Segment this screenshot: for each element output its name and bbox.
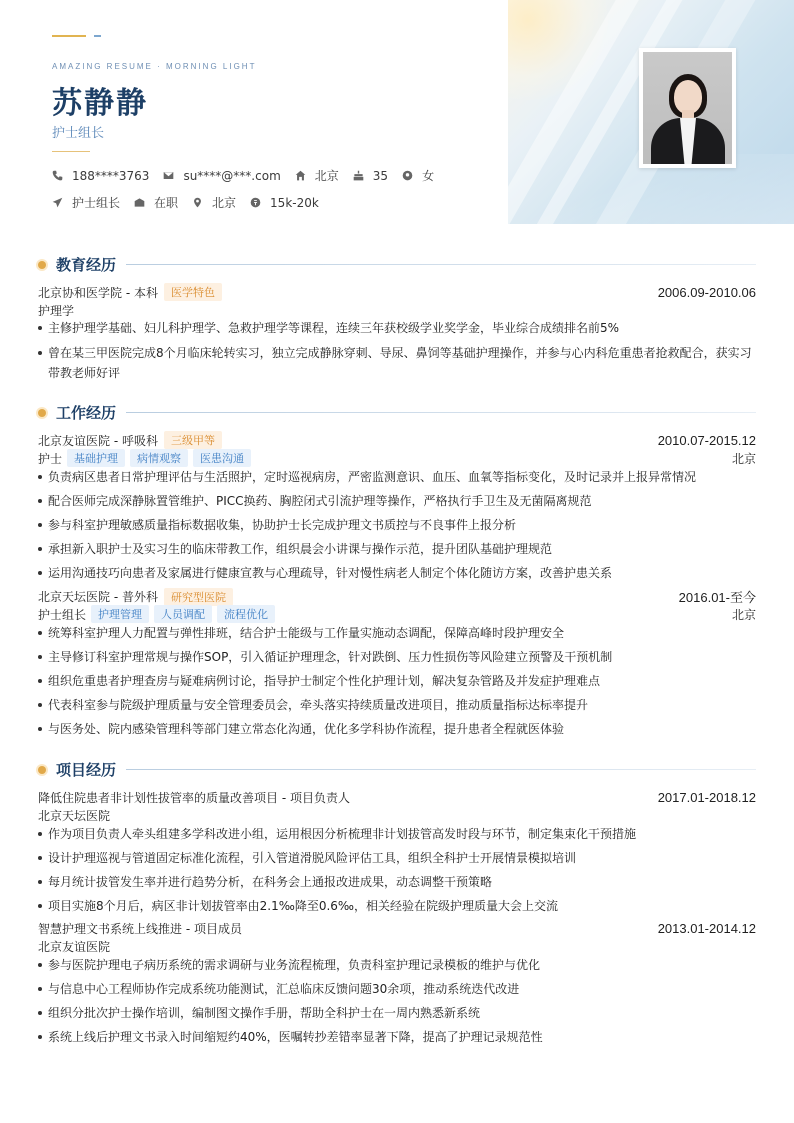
section-projects <box>36 759 756 780</box>
candidate-title: 护士组长 <box>52 126 105 141</box>
info-phone-text: 188****3763 <box>72 168 150 183</box>
contact-info-row <box>52 167 448 184</box>
title-divider <box>52 151 90 152</box>
profile-photo <box>639 48 736 168</box>
project-name: 降低住院患者非计划性拔管率的质量改善项目 - 项目负责人 <box>38 791 350 805</box>
cake-icon <box>353 170 364 181</box>
work-location: 北京 <box>731 451 756 466</box>
section-education <box>36 254 756 275</box>
list-item: 系统上线后护理文书录入时间缩短约40%，医嘱转抄差错率显著下降，提高了护理记录规范性 <box>38 1027 754 1047</box>
list-item: 负责病区患者日常护理评估与生活照护，定时巡视病房，严密监测意识、血压、血氧等指标变化，及时记录并上报异常情况 <box>38 467 754 487</box>
info-salary <box>250 196 319 210</box>
project-name: 智慧护理文书系统上线推进 - 项目成员 <box>38 922 242 936</box>
list-item: 主导修订科室护理常规与操作SOP，引入循证护理理念，针对跌倒、压力性损伤等风险建立预警及干预机制 <box>38 647 754 667</box>
section-work <box>36 402 756 423</box>
school-name: 北京协和医学院 - 本科 <box>38 285 158 300</box>
list-item: 代表科室参与院级护理质量与安全管理委员会，牵头落实持续质量改进项目，推动质量指标达标率提升 <box>38 695 754 715</box>
list-item: 项目实施8个月后，病区非计划拔管率由2.1‰降至0.6‰，相关经验在院级护理质量大会上交流 <box>38 896 754 916</box>
list-item: 设计护理巡视与管道固定标准化流程，引入管道滑脱风险评估工具，组织全科护士开展情景模拟培训 <box>38 848 754 868</box>
list-item: 承担新入职护士及实习生的临床带教工作，组织晨会小讲课与操作示范，提升团队基础护理规范 <box>38 539 754 559</box>
gender-icon <box>402 170 413 181</box>
info-email-text: su****@***.com <box>183 168 281 183</box>
list-item: 主修护理学基础、妇儿科护理学、急救护理学等课程，连续三年获校级学业奖学金，毕业综合成绩排名前5% <box>38 318 754 338</box>
list-item: 组织危重患者护理查房与疑难病例讨论，指导护士制定个性化护理计划，解决复杂管路及并发症护理难点 <box>38 671 754 691</box>
send-icon <box>52 197 63 208</box>
job-info-row <box>52 194 333 211</box>
salary-icon <box>250 197 261 208</box>
info-gender-text: 女 <box>422 169 435 183</box>
employer-tag: 研究型医院 <box>164 588 233 606</box>
section-title: 工作经历 <box>56 404 117 422</box>
home-icon <box>295 170 306 181</box>
info-status-text: 在职 <box>154 196 179 210</box>
list-item: 组织分批次护士操作培训，编制图文操作手册，帮助全科护士在一周内熟悉新系统 <box>38 1003 754 1023</box>
skill-tag: 病情观察 <box>130 449 188 467</box>
employer-name: 北京天坛医院 - 普外科 <box>38 590 158 604</box>
info-email <box>163 169 280 183</box>
section-dot-icon <box>38 766 46 774</box>
list-item: 与信息中心工程师协作完成系统功能测试，汇总临床反馈问题30余项，推动系统迭代改进 <box>38 979 754 999</box>
info-target-role <box>52 194 120 211</box>
project-entry-head <box>38 789 756 806</box>
project-date: 2017.01-2018.12 <box>657 790 756 805</box>
job-role: 护士 <box>38 451 63 466</box>
info-location <box>192 194 236 211</box>
job-role: 护士组长 <box>38 607 87 622</box>
info-city-text: 北京 <box>314 169 339 183</box>
list-item: 每月统计拔管发生率并进行趋势分析，在科务会上通报改进成果，动态调整干预策略 <box>38 872 754 892</box>
list-item: 参与医院护理电子病历系统的需求调研与业务流程梳理，负责科室护理记录模板的维护与优化 <box>38 955 754 975</box>
work-date: 2016.01-至今 <box>678 590 756 605</box>
major: 护理学 <box>38 304 75 318</box>
project-org-line <box>38 938 756 955</box>
list-item: 与医务处、院内感染管理科等部门建立常态化沟通，优化多学科协作流程，提升患者全程就医体验 <box>38 719 754 739</box>
education-date: 2006.09-2010.06 <box>657 284 756 300</box>
info-salary-text: 15k-20k <box>270 195 319 210</box>
work-role-line <box>38 605 756 623</box>
skill-tag: 护理管理 <box>91 605 149 623</box>
info-age-text: 35 <box>372 168 389 183</box>
project-entry-head <box>38 920 756 937</box>
section-title: 教育经历 <box>56 256 117 274</box>
location-pin-icon <box>192 197 203 208</box>
info-location-text: 北京 <box>212 196 237 210</box>
section-title: 项目经历 <box>56 761 117 779</box>
info-age <box>353 169 388 183</box>
work-date: 2010.07-2015.12 <box>657 432 756 448</box>
work-role-line <box>38 449 756 467</box>
list-item: 统筹科室护理人力配置与弹性排班，结合护士能级与工作量实施动态调配，保障高峰时段护理安全 <box>38 623 754 643</box>
list-item: 参与科室护理敏感质量指标数据收集，协助护士长完成护理文书质控与不良事件上报分析 <box>38 515 754 535</box>
list-item: 运用沟通技巧向患者及家属进行健康宣教与心理疏导，针对慢性病老人制定个体化随访方案，改善护患关系 <box>38 563 754 583</box>
project-org: 北京天坛医院 <box>38 809 111 823</box>
list-item: 作为项目负责人牵头组建多学科改进小组，运用根因分析梳理非计划拔管高发时段与环节，制定集束化干预措施 <box>38 824 754 844</box>
info-city <box>295 167 339 184</box>
work-entry-head <box>38 587 756 606</box>
list-item: 配合医师完成深静脉置管维护、PICC换药、胸腔闭式引流护理等操作，严格执行手卫生及无菌隔离规范 <box>38 491 754 511</box>
info-phone <box>52 169 149 183</box>
resume-tagline: AMAZING RESUME · MORNING LIGHT <box>52 62 257 71</box>
mail-icon <box>163 170 174 181</box>
info-target-role-text: 护士组长 <box>72 196 121 210</box>
work-entry-head <box>38 431 756 449</box>
school-tag: 医学特色 <box>164 283 222 301</box>
work-location: 北京 <box>731 607 756 622</box>
skill-tag: 人员调配 <box>154 605 212 623</box>
candidate-name: 苏静静 <box>52 86 148 121</box>
employer-tag: 三级甲等 <box>164 431 222 449</box>
project-date: 2013.01-2014.12 <box>657 921 756 936</box>
section-dot-icon <box>38 261 46 269</box>
education-entry-head <box>38 283 756 301</box>
education-major-line <box>38 302 756 319</box>
info-status <box>134 194 178 211</box>
employer-name: 北京友谊医院 - 呼吸科 <box>38 433 158 448</box>
section-dot-icon <box>38 409 46 417</box>
info-gender <box>402 167 434 184</box>
list-item: 曾在某三甲医院完成8个月临床轮转实习，独立完成静脉穿刺、导尿、鼻饲等基础护理操作，并参与心内科危重患者抢救配合，获实习带教老师好评 <box>38 343 754 383</box>
project-org-line <box>38 807 756 824</box>
project-org: 北京友谊医院 <box>38 940 111 954</box>
status-icon <box>134 197 145 208</box>
phone-icon <box>52 170 63 181</box>
skill-tag: 基础护理 <box>67 449 125 467</box>
skill-tag: 流程优化 <box>217 605 275 623</box>
skill-tag: 医患沟通 <box>193 449 251 467</box>
